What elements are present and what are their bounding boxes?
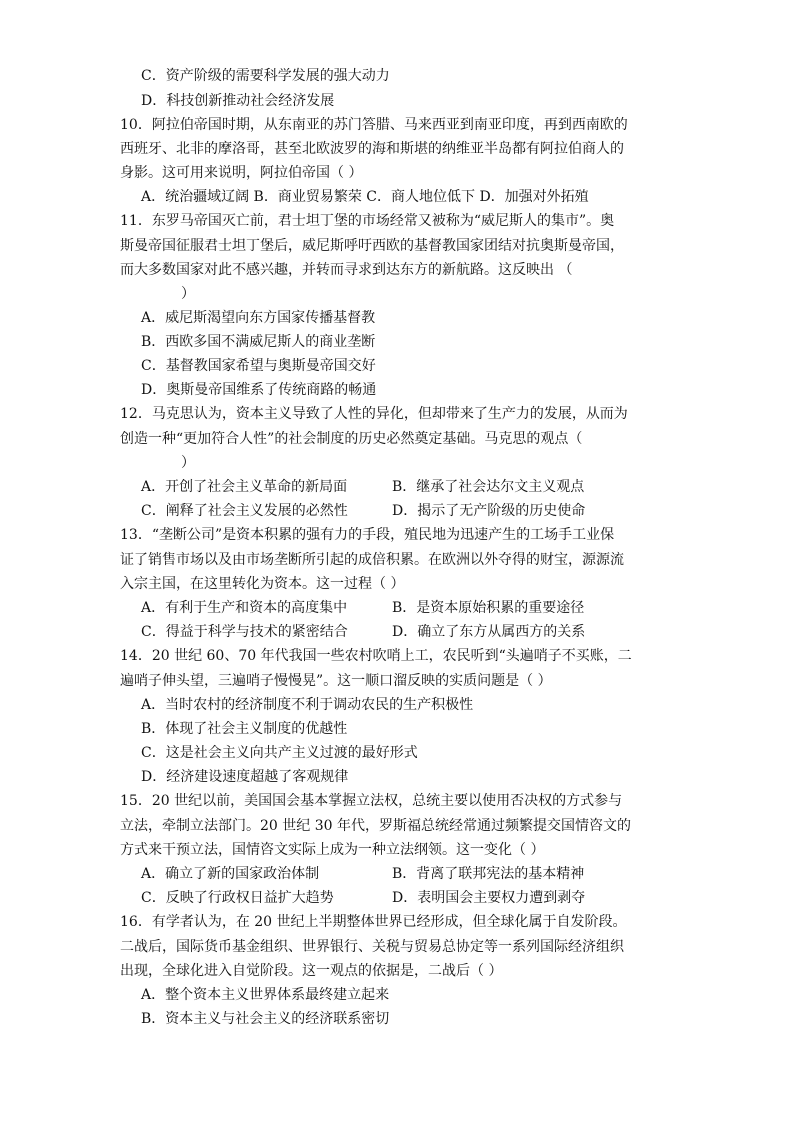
q15-stem-line-3: 方式来干预立法，国情咨文实际上成为一种立法纲领。这一变化（ ） bbox=[120, 842, 545, 858]
q12-stem-line-1: 12．马克思认为，资本主义导致了人性的异化，但却带来了生产力的发展，从而为 bbox=[120, 406, 628, 422]
q16-option-a[interactable]: A．整个资本主义世界体系最终建立起来 bbox=[141, 987, 390, 1003]
q15-option-b[interactable]: B．背离了联邦宪法的基本精神 bbox=[392, 866, 585, 882]
q14-option-a[interactable]: A．当时农村的经济制度不利于调动农民的生产积极性 bbox=[141, 697, 474, 713]
q13-stem-line-3: 入宗主国，在这里转化为资本。这一过程（ ） bbox=[120, 576, 405, 592]
q11-option-c[interactable]: C．基督教国家希望与奥斯曼帝国交好 bbox=[141, 358, 376, 374]
q11-stem-line-1: 11．东罗马帝国灭亡前，君士坦丁堡的市场经常又被称为“威尼斯人的集市”。奥 bbox=[120, 213, 615, 229]
q9-option-d[interactable]: D．科技创新推动社会经济发展 bbox=[141, 93, 335, 109]
q11-option-b[interactable]: B．西欧多国不满威尼斯人的商业垄断 bbox=[141, 334, 376, 350]
q12-option-c[interactable]: C．阐释了社会主义发展的必然性 bbox=[141, 503, 348, 519]
q16-stem-line-1: 16．有学者认为，在 20 世纪上半期整体世界已经形成，但全球化属于自发阶段。 bbox=[120, 914, 627, 930]
q10-stem-line-3: 身影。这可用来说明，阿拉伯帝国（ ） bbox=[120, 165, 363, 181]
q14-option-d[interactable]: D．经济建设速度超越了客观规律 bbox=[141, 769, 349, 785]
q14-stem-line-1: 14．20 世纪 60、70 年代我国一些农村吹哨上工，农民听到“头遍哨子不买账，二 bbox=[120, 648, 632, 664]
q10-options[interactable]: A．统治疆域辽阔 B．商业贸易繁荣 C．商人地位低下 D．加强对外拓殖 bbox=[141, 189, 589, 205]
q11-stem-line-3: 而大多数国家对此不感兴趣，并转而寻求到达东方的新航路。这反映出 （ bbox=[120, 262, 573, 278]
q11-option-a[interactable]: A．威尼斯渴望向东方国家传播基督教 bbox=[141, 310, 376, 326]
q15-option-d[interactable]: D．表明国会主要权力遭到剥夺 bbox=[392, 890, 586, 906]
q12-option-d[interactable]: D．揭示了无产阶级的历史使命 bbox=[392, 503, 586, 519]
q11-answer-paren: ） bbox=[181, 286, 195, 302]
q9-option-c[interactable]: C．资产阶级的需要科学发展的强大动力 bbox=[141, 68, 390, 84]
q12-answer-paren: ） bbox=[181, 455, 195, 471]
q15-stem-line-1: 15．20 世纪以前，美国国会基本掌握立法权，总统主要以使用否决权的方式参与 bbox=[120, 793, 623, 809]
q15-option-a[interactable]: A．确立了新的国家政治体制 bbox=[141, 866, 320, 882]
q13-option-a[interactable]: A．有利于生产和资本的高度集中 bbox=[141, 600, 348, 616]
q12-stem-line-2: 创造一种“更加符合人性”的社会制度的历史必然奠定基础。马克思的观点（ bbox=[120, 431, 583, 447]
q13-stem-line-1: 13．“垄断公司”是资本积累的强有力的手段，殖民地为迅速产生的工场手工业保 bbox=[120, 527, 615, 543]
q14-option-b[interactable]: B．体现了社会主义制度的优越性 bbox=[141, 721, 348, 737]
q11-option-d[interactable]: D．奥斯曼帝国维系了传统商路的畅通 bbox=[141, 382, 377, 398]
q16-stem-line-3: 出现，全球化进入自觉阶段。这一观点的依据是，二战后（ ） bbox=[120, 963, 503, 979]
q13-stem-line-2: 证了销售市场以及由市场垄断所引起的成倍积累。在欧洲以外夺得的财宝，源源流 bbox=[120, 552, 624, 568]
q13-option-d[interactable]: D．确立了东方从属西方的关系 bbox=[392, 624, 586, 640]
q15-option-c[interactable]: C．反映了行政权日益扩大趋势 bbox=[141, 890, 334, 906]
q10-stem-line-2: 西班牙、北非的摩洛哥，甚至北欧波罗的海和斯堪的纳维亚半岛都有阿拉伯商人的 bbox=[120, 141, 624, 157]
q12-option-b[interactable]: B．继承了社会达尔文主义观点 bbox=[392, 479, 585, 495]
q16-option-b[interactable]: B．资本主义与社会主义的经济联系密切 bbox=[141, 1011, 390, 1027]
q14-stem-line-2: 遍哨子伸头望，三遍哨子慢慢晃”。这一顺口溜反映的实质问题是（ ） bbox=[120, 673, 552, 689]
q12-option-a[interactable]: A．开创了社会主义革命的新局面 bbox=[141, 479, 348, 495]
q15-stem-line-2: 立法，牵制立法部门。20 世纪 30 年代，罗斯福总统经常通过频繁提交国情咨文的 bbox=[120, 818, 631, 834]
q11-stem-line-2: 斯曼帝国征服君士坦丁堡后，威尼斯呼吁西欧的基督教国家团结对抗奥斯曼帝国， bbox=[120, 238, 624, 254]
q13-option-c[interactable]: C．得益于科学与技术的紧密结合 bbox=[141, 624, 348, 640]
q14-option-c[interactable]: C．这是社会主义向共产主义过渡的最好形式 bbox=[141, 745, 418, 761]
q13-option-b[interactable]: B．是资本原始积累的重要途径 bbox=[392, 600, 585, 616]
q16-stem-line-2: 二战后，国际货币基金组织、世界银行、关税与贸易总协定等一系列国际经济组织 bbox=[120, 939, 624, 955]
q10-stem-line-1: 10．阿拉伯帝国时期，从东南亚的苏门答腊、马来西亚到南亚印度，再到西南欧的 bbox=[120, 117, 628, 133]
